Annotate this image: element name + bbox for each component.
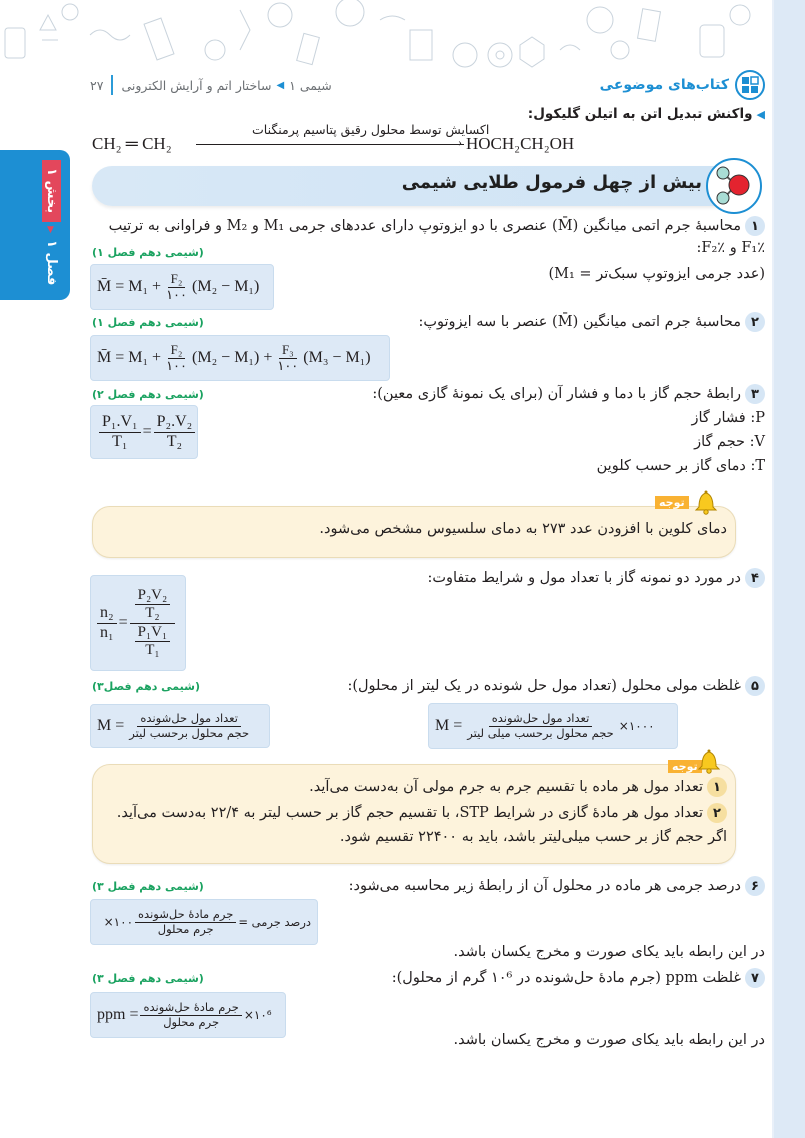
numerator: P₁V₁ xyxy=(135,624,171,642)
product: HOCH₂CH₂OH xyxy=(466,134,575,153)
numerator: F₃ xyxy=(279,343,297,359)
item-number: ۵ xyxy=(745,676,765,696)
formula-mid: (M₂ − M₁) + xyxy=(192,349,273,366)
item-1-continued: F₁٪ و F₂٪: xyxy=(696,240,765,256)
formula-box xyxy=(90,575,186,671)
equals: = xyxy=(142,423,152,440)
chapter-label: فصل ۱ xyxy=(44,240,59,286)
fraction xyxy=(99,413,141,451)
definition: V: حجم گاز xyxy=(694,434,765,450)
denominator: T₂ xyxy=(145,605,160,622)
numerator xyxy=(130,587,176,624)
page-number: ۲۷ xyxy=(90,77,104,93)
formula-lhs: درصد جرمی = xyxy=(238,915,311,929)
part-label: بخش ۱ xyxy=(42,160,61,222)
formula-lhs: M = xyxy=(97,717,125,734)
denominator: حجم محلول برحسب میلی لیتر xyxy=(467,725,614,740)
formula-lhs: ppm = xyxy=(97,1006,139,1023)
note-box xyxy=(92,764,736,864)
formula-lhs: M = xyxy=(435,717,463,734)
note-item xyxy=(309,777,727,797)
item-text: رابطهٔ حجم گاز با دما و فشار آن (برای یک نمونهٔ گازی معین): xyxy=(372,386,741,402)
note-item-text: تعداد مول هر ماده با تقسیم جرم به جرم مولی آن به‌دست می‌آید. xyxy=(309,779,703,795)
item-text: محاسبهٔ جرم اتمی میانگین (M̄) عنصری با دو ایزوتوپ دارای عددهای جرمی M₁ و M₂ و فراوانی به ترتیب xyxy=(108,218,741,234)
item-number: ۴ xyxy=(745,568,765,588)
reactant: CH₂ ═ CH₂ xyxy=(92,134,172,153)
numerator: جرم مادهٔ حل‌شونده xyxy=(140,1001,241,1015)
formula-box xyxy=(90,264,274,310)
triangle-left-icon: ◀ xyxy=(756,108,765,121)
definition: P: فشار گاز xyxy=(691,410,765,426)
item-number: ۱ xyxy=(745,216,765,236)
note-item xyxy=(117,803,727,823)
note-text: دمای کلوین با افزودن عدد ۲۷۳ به دمای سلسیوس مشخص می‌شود. xyxy=(319,521,727,537)
note-label: توجه xyxy=(655,496,689,509)
multiplier: ×۱۰۰ xyxy=(103,915,134,929)
formula-rhs: (M₃ − M₁) xyxy=(303,349,371,366)
denominator: T₂ xyxy=(166,432,183,450)
item-5 xyxy=(347,676,765,696)
formula-box xyxy=(90,335,390,381)
running-header xyxy=(90,70,332,100)
item-6 xyxy=(349,876,765,896)
reaction-arrow xyxy=(196,144,464,145)
reaction-heading xyxy=(528,106,765,122)
fraction xyxy=(154,413,196,451)
triangle-down-icon: ▼ xyxy=(47,225,54,235)
denominator: ۱۰۰ xyxy=(166,286,188,302)
brand-name: کتاب‌های موضوعی xyxy=(599,77,729,93)
numerator: جرم مادهٔ حل‌شونده xyxy=(135,908,236,922)
fraction xyxy=(464,712,617,739)
item-text: محاسبهٔ جرم اتمی میانگین (M̄) عنصر با سه ایزوتوپ: xyxy=(418,314,741,330)
fraction xyxy=(163,343,190,374)
fraction xyxy=(163,272,190,303)
numerator: F₂ xyxy=(168,343,186,359)
fraction xyxy=(97,604,117,642)
note-label: توجه xyxy=(668,760,702,773)
fraction xyxy=(274,343,301,374)
denominator: ۱۰۰ xyxy=(277,357,299,373)
numerator: P₁.V₁ xyxy=(99,413,141,432)
denominator: جرم محلول xyxy=(157,921,214,936)
denominator: T₁ xyxy=(145,641,160,658)
page-edge-strip xyxy=(772,0,805,1138)
triangle-left-icon: ◀ xyxy=(276,79,285,91)
bell-icon xyxy=(695,746,723,774)
source-tag: (شیمی دهم فصل ۲) xyxy=(92,388,204,401)
source-tag: (شیمی دهم فصل۳) xyxy=(92,680,201,693)
reaction-heading-text: واکنش تبدیل اتن به اتیلن گلیکول: xyxy=(527,106,753,122)
header-divider xyxy=(111,75,113,95)
note-item-number: ۲ xyxy=(707,803,727,823)
numerator: n₂ xyxy=(97,604,117,623)
denominator: n₁ xyxy=(100,623,114,641)
formula-lhs: M̄ = M₁ + xyxy=(97,278,162,295)
item-number: ۶ xyxy=(745,876,765,896)
item-4 xyxy=(427,568,765,588)
fraction xyxy=(135,587,171,623)
fraction xyxy=(135,908,236,935)
item-text: در مورد دو نمونه گاز با تعداد مول و شرایط متفاوت: xyxy=(427,570,741,586)
formula-box xyxy=(90,899,318,945)
formula-box xyxy=(90,405,198,459)
formula-lhs: M̄ = M₁ + xyxy=(97,349,162,366)
note-box xyxy=(92,506,736,558)
item-number: ۲ xyxy=(745,312,765,332)
item-text: غلظت ppm (جرم مادهٔ حل‌شونده در ۱۰⁶ گرم از محلول): xyxy=(391,970,741,986)
reaction-equation xyxy=(92,122,592,162)
formula-rhs: (M₂ − M₁) xyxy=(192,278,260,295)
source-tag: (شیمی دهم فصل ۱) xyxy=(92,246,204,259)
fraction xyxy=(126,712,252,739)
chemistry-doodle-pattern xyxy=(0,0,772,72)
chapter-title: ساختار اتم و آرایش الکترونی xyxy=(121,77,272,93)
note-item-number: ۱ xyxy=(707,777,727,797)
item-7 xyxy=(392,968,765,988)
item-2 xyxy=(419,312,766,332)
item-number: ۳ xyxy=(745,384,765,404)
item-1-note: (عدد جرمی ایزوتوپ سبک‌تر = M₁) xyxy=(548,266,765,282)
item-text: غلظت مولی محلول (تعداد مول حل شونده در یک لیتر از محلول): xyxy=(347,678,741,694)
numerator: P₂.V₂ xyxy=(154,413,196,432)
denominator: T₁ xyxy=(112,432,128,450)
header-chapter xyxy=(121,78,331,93)
denominator: حجم محلول برحسب لیتر xyxy=(129,725,250,740)
source-tag: (شیمی دهم فصل ۳) xyxy=(92,972,204,985)
item-1 xyxy=(109,216,765,236)
book-name: شیمی ۱ xyxy=(289,77,332,93)
brand-logo-icon xyxy=(735,70,765,100)
denominator: ۱۰۰ xyxy=(166,357,188,373)
numerator: P₂V₂ xyxy=(135,587,171,605)
formula-box xyxy=(90,992,286,1038)
item-3 xyxy=(372,384,765,404)
numerator: تعداد مول حل‌شونده xyxy=(137,712,241,726)
source-tag: (شیمی دهم فصل ۱) xyxy=(92,316,204,329)
note-item-text: تعداد مول هر مادهٔ گازی در شرایط STP، با تقسیم حجم گاز بر حسب لیتر به ۲۲/۴ به‌دست می‌آید. xyxy=(116,805,703,821)
item-text: درصد جرمی هر ماده در محلول آن از رابطهٔ زیر محاسبه می‌شود: xyxy=(348,878,741,894)
arrow-head-icon: › xyxy=(458,135,462,149)
section-tab[interactable] xyxy=(0,150,70,300)
compound-fraction xyxy=(130,587,176,659)
numerator: F₂ xyxy=(168,272,186,288)
formula-box-milliliter xyxy=(428,703,678,749)
brand-header xyxy=(595,70,765,100)
equals: = xyxy=(118,614,128,631)
item-number: ۷ xyxy=(745,968,765,988)
numerator: تعداد مول حل‌شونده xyxy=(489,712,593,726)
reaction-condition: اکسایش توسط محلول رقیق پتاسیم پرمنگنات xyxy=(252,122,490,137)
source-tag: (شیمی دهم فصل ۳) xyxy=(92,880,204,893)
unit-note: در این رابطه باید یکای صورت و مخرج یکسان باشد. xyxy=(453,1032,765,1048)
denominator: جرم محلول xyxy=(163,1014,220,1029)
denominator xyxy=(130,624,176,660)
multiplier: ×۱۰۰۰ xyxy=(618,719,655,733)
unit-note: در این رابطه باید یکای صورت و مخرج یکسان باشد. xyxy=(453,944,765,960)
definition: T: دمای گاز بر حسب کلوین xyxy=(596,458,765,474)
fraction xyxy=(140,1001,241,1028)
formula-box-liter xyxy=(90,704,270,748)
multiplier: ×۱۰⁶ xyxy=(243,1008,272,1022)
note-text: اگر حجم گاز بر حسب میلی‌لیتر باشد، باید به ۲۲۴۰۰ تقسیم شود. xyxy=(339,829,727,845)
banner-title: بیش از چهل فرمول طلایی شیمی xyxy=(401,172,702,193)
molecule-icon xyxy=(706,158,762,214)
bell-icon xyxy=(692,487,720,515)
fraction xyxy=(135,624,171,660)
